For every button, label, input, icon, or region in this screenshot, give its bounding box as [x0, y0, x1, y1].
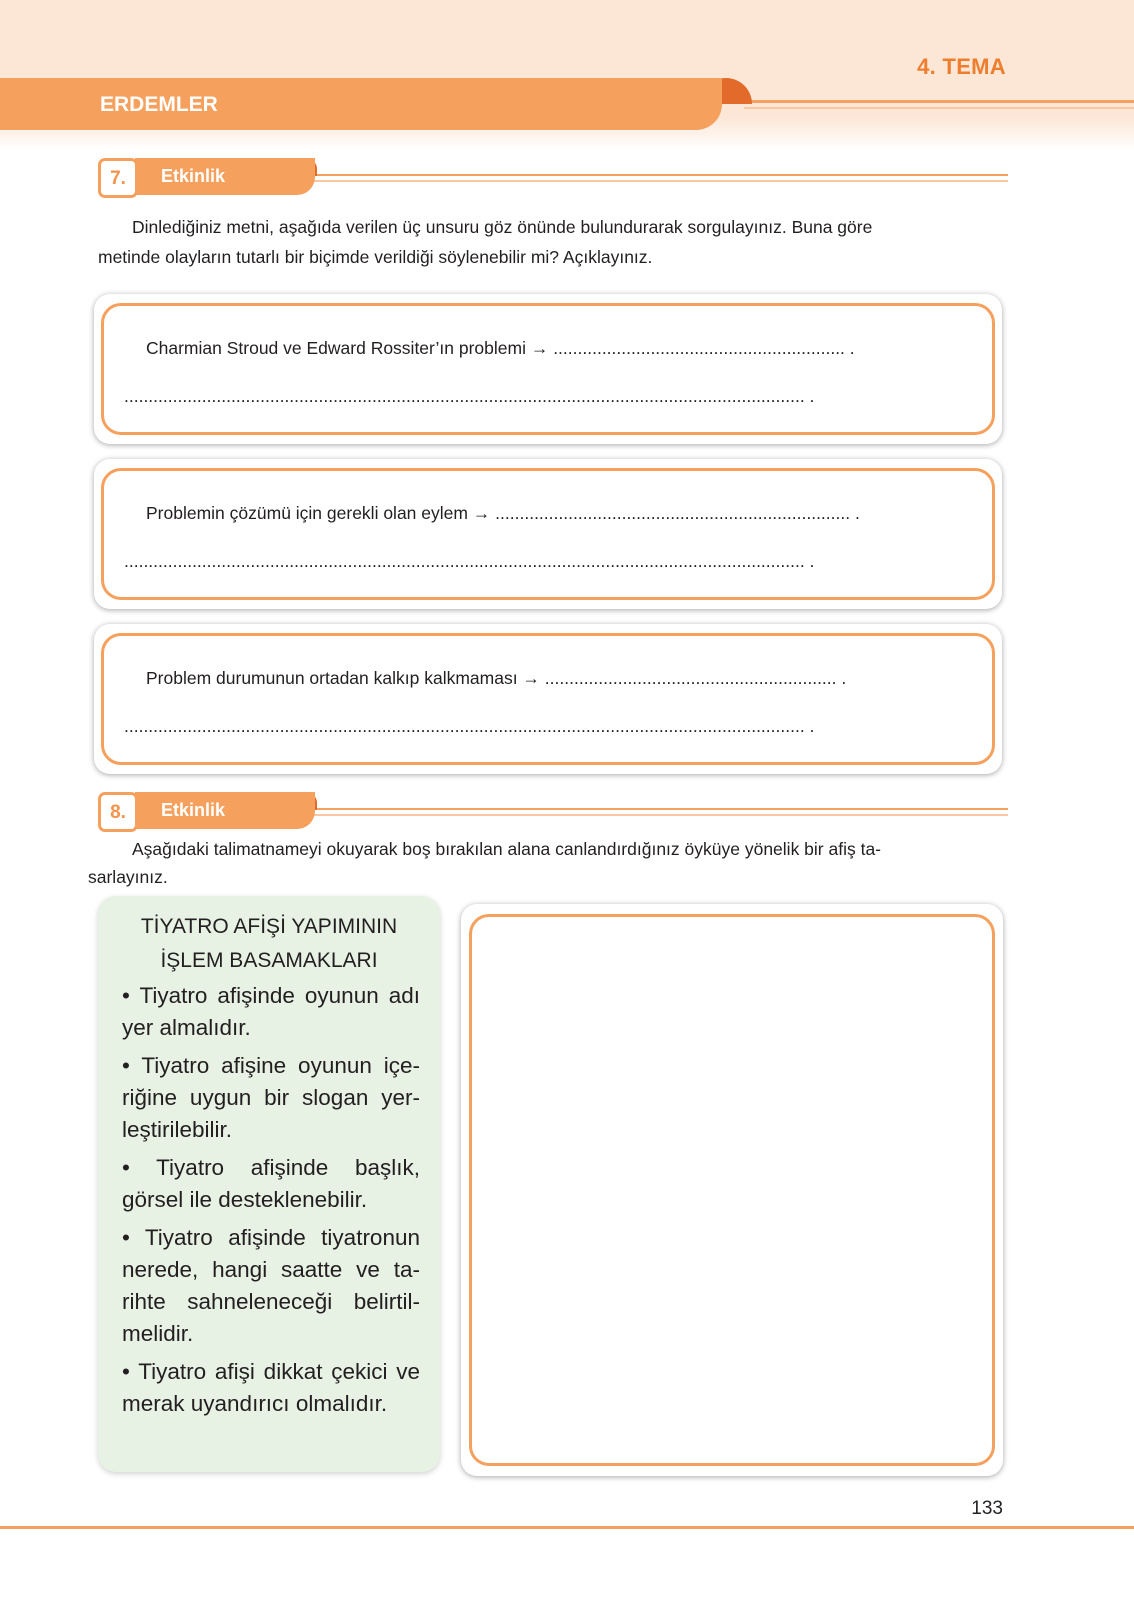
prompt-line: Charmian Stroud ve Edward Rossiter’ın problemi → ............................................................ . [146, 338, 855, 358]
step-item: • Tiyatro afişinde başlık, görsel ile desteklenebilir. [122, 1155, 420, 1212]
steps-title-line: İŞLEM BASAMAKLARI [160, 949, 378, 972]
instruction-line: Aşağıdaki talimatnameyi okuyarak boş bırakılan alana canlandırdığınız öyküye yönelik bir afiş ta- [132, 839, 882, 859]
answer-box-action [94, 459, 1002, 609]
poster-drawing-border [469, 914, 995, 1466]
activity-8-heading [98, 792, 1008, 832]
step-item: • Tiyatro afişinde tiyatronun nerede, hangi saatte ve ta-rihte sahneleneceği belirtil-melidir. [122, 1225, 420, 1346]
instruction-line: metinde olayların tutarlı bir biçimde verildiği söylenebilir mi? Açıklayınız. [98, 247, 653, 267]
heading-rule [308, 174, 1008, 176]
step-item: • Tiyatro afişinde oyunun adı yer almalıdır. [122, 983, 420, 1040]
prompt-line: Problem durumunun ortadan kalkıp kalkmaması → ............................................................ . [146, 668, 847, 688]
answer-box-border [101, 303, 995, 435]
page-number: 133 [971, 1498, 1003, 1519]
unit-header-bar [0, 78, 722, 130]
answer-box-resolution [94, 624, 1002, 774]
theme-rule-light [744, 107, 1134, 109]
footer-rule [0, 1526, 1134, 1529]
prompt-line: Problemin çözümü için gerekli olan eylem → ......................................................................... . [146, 503, 860, 523]
instruction-line: Dinlediğiniz metni, aşağıda verilen üç unsuru göz önünde bulundurarak sorgulayınız. Buna göre [132, 217, 873, 237]
answer-box-border [101, 468, 995, 600]
activity-label-bar [135, 158, 315, 195]
step-item: • Tiyatro afişi dikkat çekici ve merak uyandırıcı olmalıdır. [122, 1359, 420, 1416]
unit-title: ERDEMLER [100, 93, 218, 116]
activity-7-heading [98, 158, 1008, 198]
answer-box-problem [94, 294, 1002, 444]
activity-number-badge: 7. [98, 158, 138, 198]
activity-label: Etkinlik [161, 166, 226, 186]
steps-title-line: TİYATRO AFİŞİ YAPIMININ [140, 915, 398, 938]
theme-rule [744, 100, 1134, 103]
answer-box-border [101, 633, 995, 765]
activity-label: Etkinlik [161, 800, 226, 820]
answer-blank-line[interactable]: ............................................................................................................................................ . [124, 716, 815, 736]
activity-label-bar [135, 792, 315, 829]
answer-blank-line[interactable]: ............................................................................................................................................ . [124, 551, 815, 571]
answer-blank-line[interactable]: ............................................................................................................................................ . [124, 386, 815, 406]
steps-list [122, 980, 420, 1426]
activity-number-badge: 8. [98, 792, 138, 832]
steps-title [98, 910, 440, 978]
poster-drawing-area[interactable] [461, 904, 1003, 1476]
step-item: • Tiyatro afişine oyunun içe-riğine uygun bir slogan yer-leştirilebilir. [122, 1053, 420, 1142]
heading-rule [308, 808, 1008, 810]
heading-rule-light [308, 814, 1008, 816]
poster-steps-box [98, 896, 440, 1472]
heading-rule-light [308, 180, 1008, 182]
instruction-line: sarlayınız. [88, 867, 168, 887]
theme-label: 4. TEMA [917, 54, 1006, 79]
activity-8-instruction [88, 835, 1006, 891]
activity-7-instruction [98, 212, 1008, 272]
